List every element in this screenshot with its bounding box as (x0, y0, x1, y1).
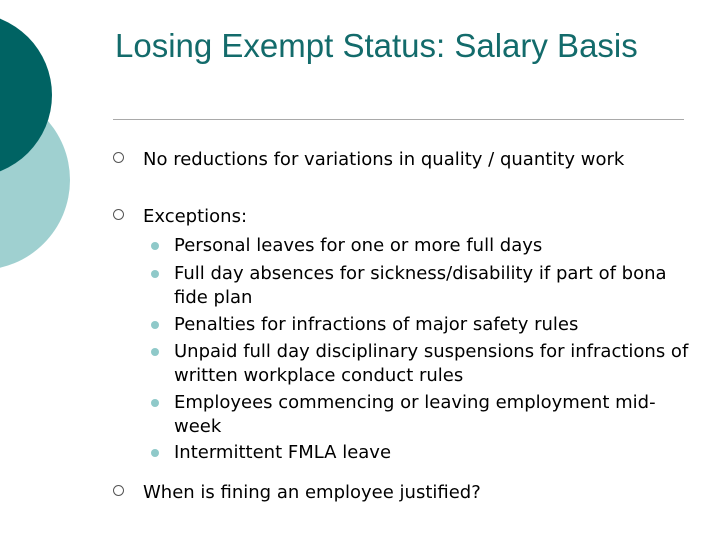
bullet-item (143, 148, 688, 172)
sub-bullet-item (174, 340, 694, 388)
sub-bullet-text: Intermittent FMLA leave (174, 442, 392, 463)
hollow-circle-bullet-icon (113, 209, 124, 220)
sub-bullet-text: Personal leaves for one or more full days (174, 235, 543, 256)
sub-bullet-item (174, 313, 694, 337)
bullet-text: When is fining an employee justified? (143, 482, 481, 503)
filled-circle-bullet-icon (151, 270, 159, 278)
filled-circle-bullet-icon (151, 242, 159, 250)
bullet-item (143, 205, 688, 229)
sub-bullet-text: Full day absences for sickness/disability if part of bona fide plan (174, 263, 667, 308)
sub-bullet-item (174, 391, 694, 439)
sub-bullet-text: Penalties for infractions of major safety rules (174, 314, 579, 335)
sub-bullet-text: Employees commencing or leaving employment mid-week (174, 392, 656, 437)
filled-circle-bullet-icon (151, 348, 159, 356)
filled-circle-bullet-icon (151, 449, 159, 457)
sub-bullet-item (174, 441, 694, 465)
hollow-circle-bullet-icon (113, 485, 124, 496)
slide-title: Losing Exempt Status: Salary Basis (115, 27, 638, 64)
sub-bullet-text: Unpaid full day disciplinary suspensions for infractions of written workplace conduct rules (174, 341, 689, 386)
bullet-text: No reductions for variations in quality / quantity work (143, 149, 625, 170)
hollow-circle-bullet-icon (113, 152, 124, 163)
filled-circle-bullet-icon (151, 321, 159, 329)
sub-bullet-item (174, 234, 694, 258)
filled-circle-bullet-icon (151, 399, 159, 407)
sub-bullet-item (174, 262, 694, 310)
title-divider (113, 119, 684, 120)
bullet-item (143, 481, 688, 505)
bullet-text: Exceptions: (143, 206, 248, 227)
